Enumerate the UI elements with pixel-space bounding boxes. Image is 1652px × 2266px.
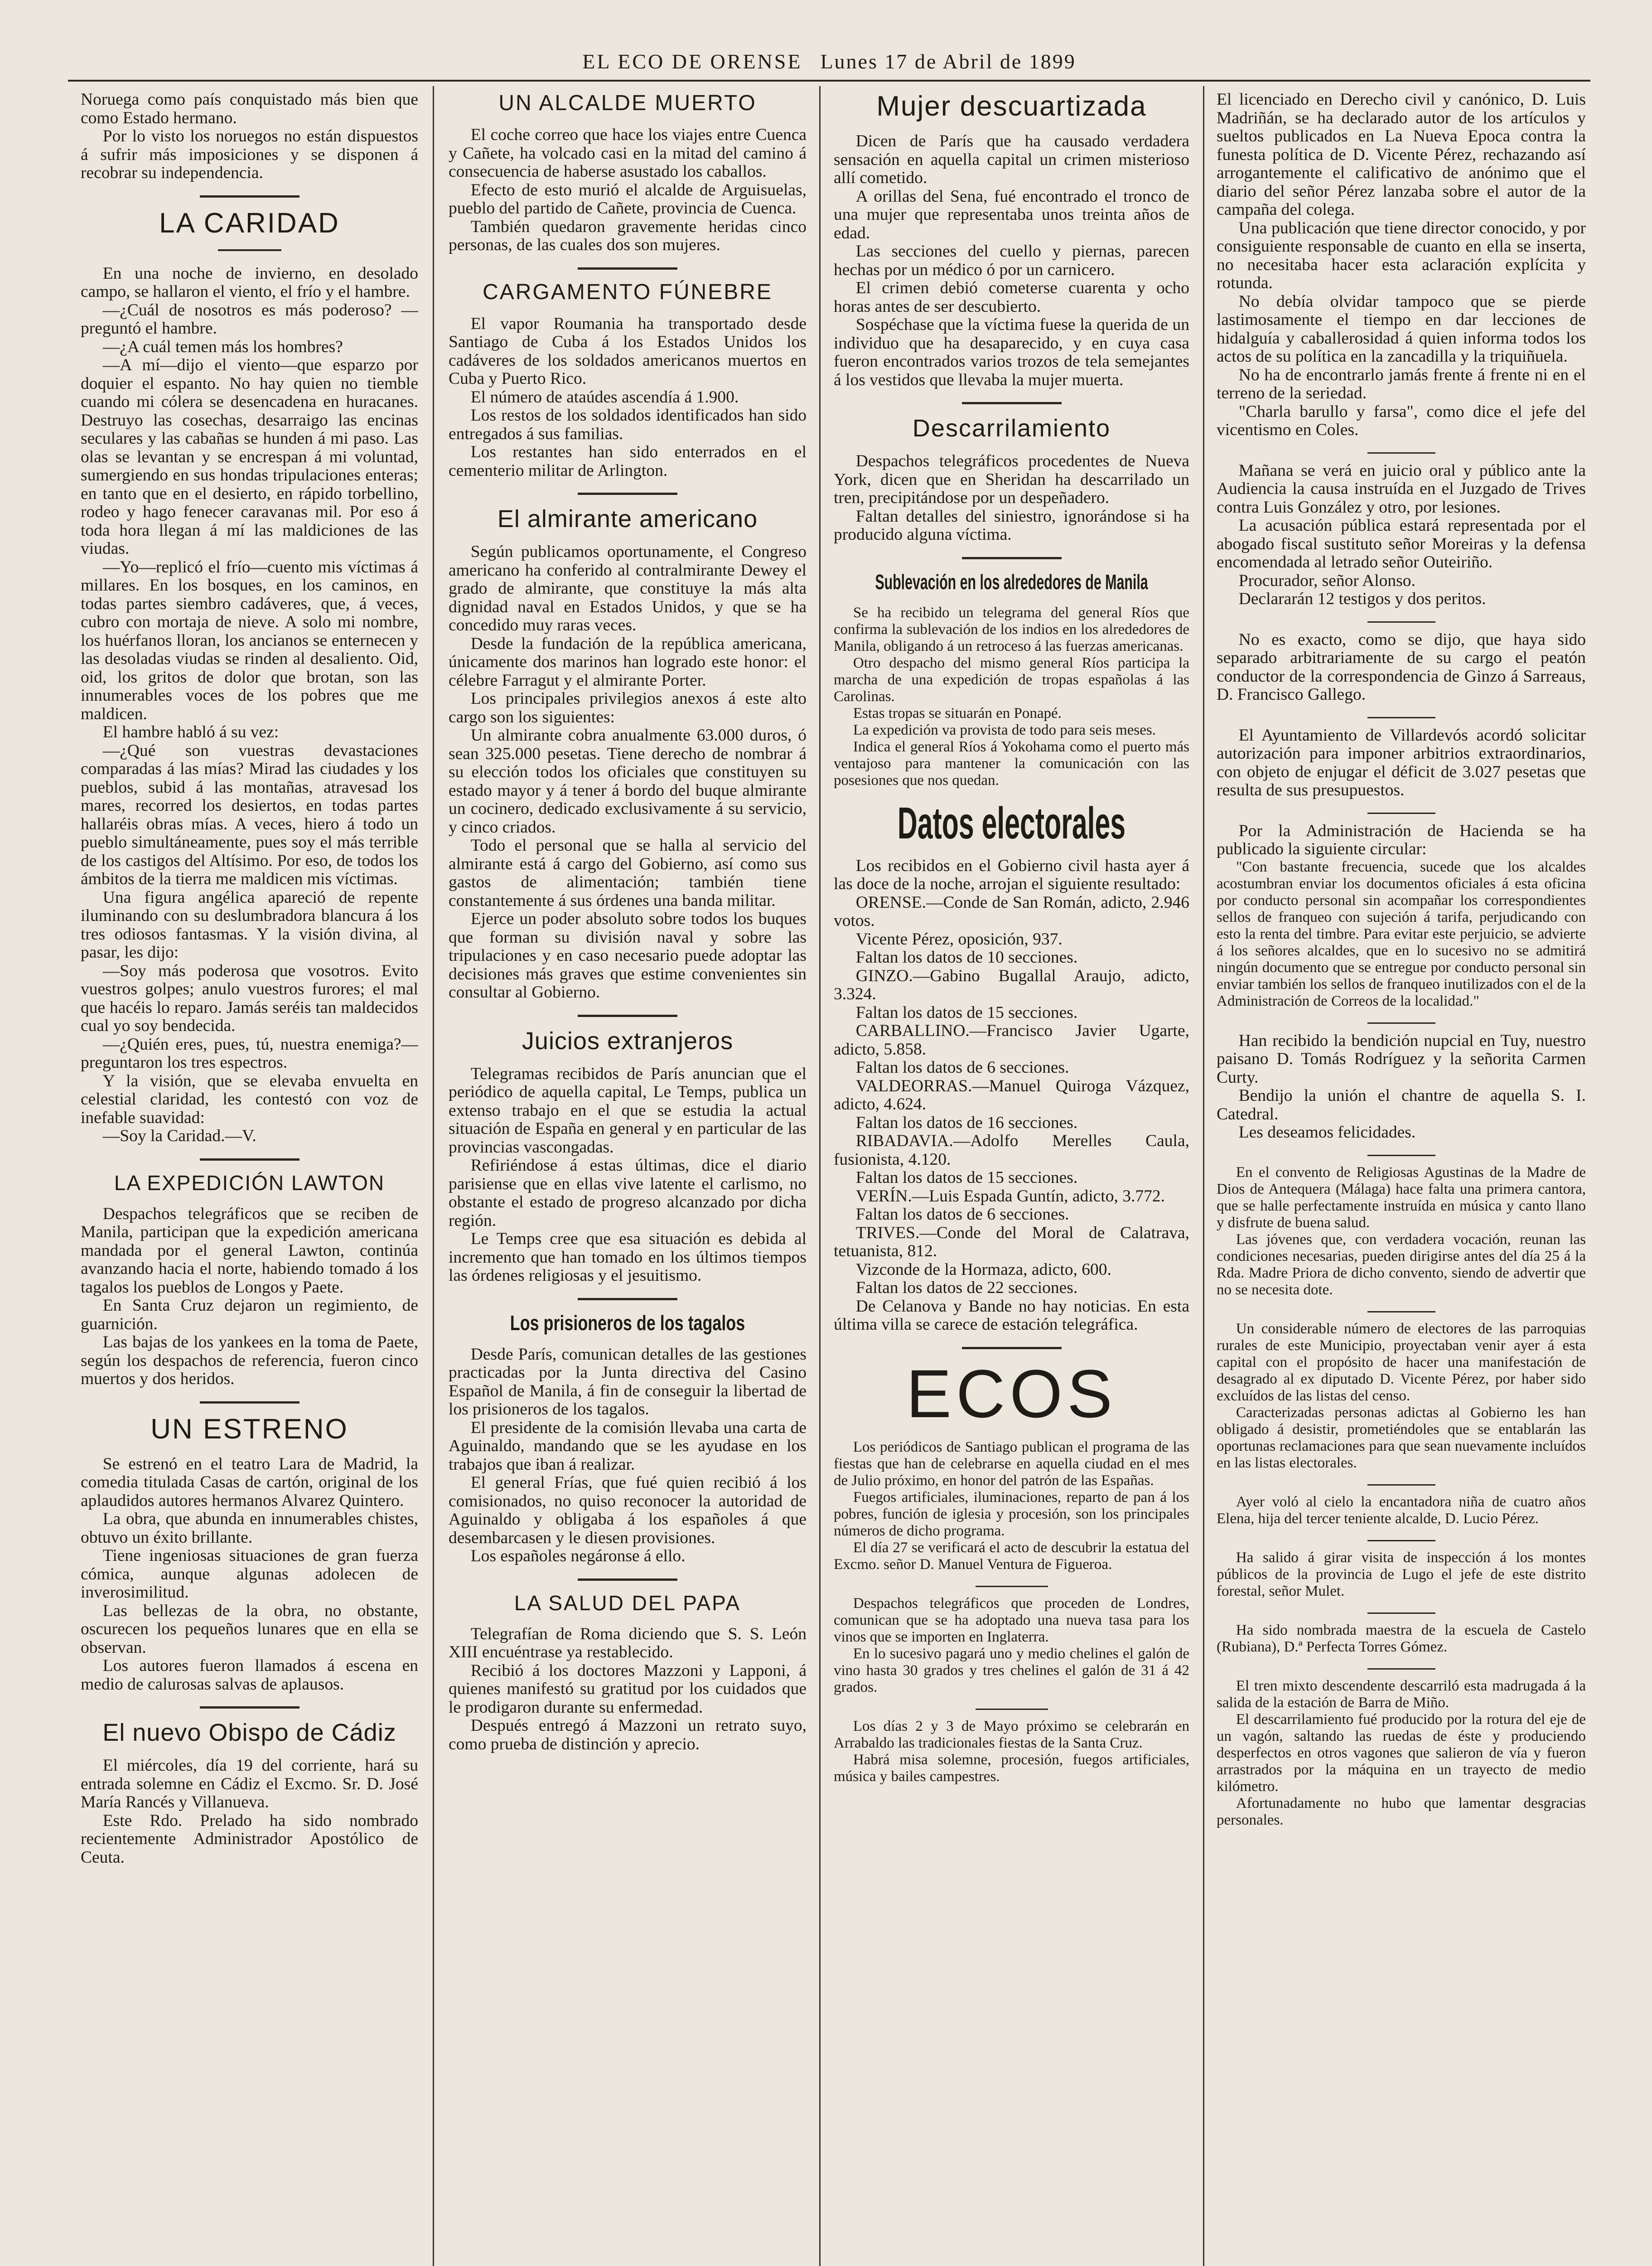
column-rule <box>819 86 821 2266</box>
paragraph: Vizconde de la Hormaza, adicto, 600. <box>855 1260 1111 1279</box>
paragraph: En lo sucesivo pagará uno y medio chelines el galón de vino hasta 30 grados y tres chelines el galón de 31 á 42 grados. <box>834 1645 1189 1695</box>
article-almirante <box>449 505 807 1002</box>
paragraph: —Soy más poderosa que vosotros. Evito vuestros golpes; anulo vuestros furores; el mal que hacéis lo reparo. Jamás seréis tan maldecidos cual yo soy bendecida. <box>81 961 418 1035</box>
page-header <box>68 45 1590 77</box>
paragraph: Procurador, señor Alonso. <box>1238 571 1415 590</box>
paragraph: Despachos telegráficos que se reciben de Manila, participan que la expedición americana mandada por el general Lawton, continúa avanzando hacia el norte, habiendo tomado á los tagalos los pueblos de Longos y Paete. <box>81 1204 418 1297</box>
paragraph: "Con bastante frecuencia, sucede que los alcaldes acostumbran enviar los documentos oficiales á esta oficina por conducto personal sin acompañar los correspondientes sellos de franqueo con sujeción á tarifa, perjudicando con esto la renta del timbre. Para evitar este perjuicio, se advierte á los señores alcaldes, que en lo sucesivo no se admitirá ningún documento que se entregue por conducto personal sin enviar también los sellos de franqueo inutilizados con el de la Administración de Correos de la localidad." <box>1217 858 1586 1009</box>
paragraph: A orillas del Sena, fué encontrado el tronco de una mujer que representaba unos treinta años de edad. <box>834 187 1189 242</box>
news-item <box>1217 1678 1586 1829</box>
separator <box>1367 813 1435 814</box>
paragraph: Les deseamos felicidades. <box>1238 1123 1416 1142</box>
paragraph: Afortunadamente no hubo que lamentar desgracias personales. <box>1217 1795 1586 1828</box>
paragraph: Este Rdo. Prelado ha sido nombrado recientemente Administrador Apostólico de Ceuta. <box>81 1811 418 1867</box>
paragraph: Las jóvenes que, con verdadera vocación, reunan las condiciones necesarias, pueden dirigirse antes del día 25 á la Rda. Madre Priora de dicho convento, siendo de advertir que no se necesita dote. <box>1217 1231 1586 1298</box>
article-title: Mujer descuartizada <box>876 91 1147 122</box>
paragraph: También quedaron gravemente heridas cinco personas, de las cuales dos son mujeres. <box>449 217 807 254</box>
paragraph: Noruega como país conquistado más bien que como Estado hermano. <box>81 91 418 127</box>
separator <box>578 493 677 495</box>
separator <box>976 1586 1048 1587</box>
paragraph: Vicente Pérez, oposición, 937. <box>855 930 1063 949</box>
article-mujer <box>834 91 1189 389</box>
paragraph: El Ayuntamiento de Villardevós acordó solicitar autorización para imponer arbitrios extraordinarios, con objeto de enjugar el déficit de 3.027 pesetas que resulta de sus presupuestos. <box>1217 726 1586 799</box>
paragraph: Un considerable número de electores de las parroquias rurales de este Municipio, proyectaban venir ayer á esta capital con el propósito de hacer una manifestación de desagrado al ex diputado D. Vicente Pérez, por haber sido excluídos de las listas del censo. <box>1217 1320 1586 1404</box>
article-title: LA SALUD DEL PAPA <box>514 1591 741 1615</box>
paragraph: Dicen de París que ha causado verdadera sensación en aquella capital un crimen misterioso allí cometido. <box>834 132 1189 187</box>
article-title: LA CARIDAD <box>159 207 340 239</box>
article-caridad <box>81 208 418 1146</box>
paragraph: Faltan los datos de 22 secciones. <box>855 1278 1078 1297</box>
separator <box>200 1401 299 1404</box>
news-item <box>1217 1032 1586 1142</box>
news-item <box>1217 1321 1586 1472</box>
separator <box>1367 621 1435 623</box>
paragraph: Han recibido la bendición nupcial en Tuy, nuestro paisano D. Tomás Rodríguez y la señorita Carmen Curty. <box>1217 1031 1586 1087</box>
news-item <box>1217 1622 1586 1656</box>
paragraph: Efecto de esto murió el alcalde de Arguisuelas, pueblo del partido de Cañete, provincia de Cuenca. <box>449 180 807 218</box>
paragraph: Indica el general Ríos á Yokohama como el puerto más ventajoso para mantener la comunicación con las posesiones que nos quedan. <box>834 738 1189 789</box>
separator <box>200 195 299 198</box>
paragraph: VERÍN.—Luis Espada Guntín, adicto, 3.772. <box>855 1186 1165 1206</box>
news-item <box>1217 726 1586 800</box>
separator <box>976 1709 1048 1710</box>
paragraph: Una publicación que tiene director conocido, y por consiguiente responsable de cuanto en ella se inserta, no necesitaba hacer esta aclaración explícita y rotunda. <box>1217 218 1586 292</box>
news-item <box>1217 1494 1586 1527</box>
section-title: ECOS <box>906 1355 1117 1432</box>
paragraph: No debía olvidar tampoco que se pierde lastimosamente el tiempo en dar lecciones de hidalguía y caballerosidad á quien informa todos los actos de su política en la zancadilla y la triquiñuela. <box>1217 292 1586 366</box>
paragraph: La acusación pública estará representada por el abogado fiscal sustituto señor Moreiras y la defensa encomendada al letrado señor Outeiriño. <box>1217 516 1586 571</box>
article-intro <box>81 91 418 183</box>
article-title: UN ALCALDE MUERTO <box>498 91 757 115</box>
paragraph: Los recibidos en el Gobierno civil hasta ayer á las doce de la noche, arrojan el siguiente resultado: <box>834 856 1189 893</box>
paragraph: El número de ataúdes ascendía á 1.900. <box>470 387 739 407</box>
paragraph: Y la visión, que se elevaba envuelta en celestial claridad, les contestó con voz de inefable suavidad: <box>81 1071 418 1127</box>
paragraph: Las bellezas de la obra, no obstante, oscurecen los pequeños lunares que en ella se observan. <box>81 1601 418 1657</box>
separator <box>962 402 1062 404</box>
separator <box>1367 1612 1435 1614</box>
paragraph: TRIVES.—Conde del Moral de Calatrava, tetuanista, 812. <box>834 1223 1189 1260</box>
paragraph: "Charla barullo y farsa", como dice el jefe del vicentismo en Coles. <box>1217 402 1586 439</box>
article-descarrilamiento <box>834 414 1189 544</box>
paragraph: Faltan los datos de 6 secciones. <box>855 1058 1069 1077</box>
article-title: El nuevo Obispo de Cádiz <box>102 1719 396 1746</box>
separator <box>1367 1155 1435 1156</box>
article-cargamento <box>449 280 807 480</box>
paragraph: Faltan los datos de 10 secciones. <box>855 948 1078 967</box>
paragraph: Las bajas de los yankees en la toma de Paete, según los despachos de referencia, fueron cinco muertos y dos heridos. <box>81 1333 418 1388</box>
news-item <box>1217 462 1586 609</box>
separator <box>962 557 1062 559</box>
paragraph: Despachos telegráficos que proceden de Londres, comunican que se ha adoptado una nueva tasa para los vinos que se importen en Inglaterra. <box>834 1595 1189 1645</box>
paragraph: El coche correo que hace los viajes entre Cuenca y Cañete, ha volcado casi en la mitad del camino á consecuencia de haberse asustado los caballos. <box>449 126 807 181</box>
paragraph: Telegrafían de Roma diciendo que S. S. León XIII encuéntrase ya restablecido. <box>449 1624 807 1661</box>
paragraph: El miércoles, día 19 del corriente, hará su entrada solemne en Cádiz el Excmo. Sr. D. José María Rancés y Villanueva. <box>81 1756 418 1811</box>
paragraph: Ha sido nombrada maestra de la escuela de Castelo (Rubiana), D.ª Perfecta Torres Gómez. <box>1217 1622 1586 1655</box>
column-4 <box>1217 91 1586 2266</box>
paragraph: Tiene ingeniosas situaciones de gran fuerza cómica, aunque algunas adolecen de inverosimilitud. <box>81 1546 418 1602</box>
paragraph: En una noche de invierno, en desolado campo, se hallaron el viento, el frío y el hambre. <box>81 264 418 301</box>
separator <box>578 1298 677 1300</box>
article-prisioneros <box>449 1310 807 1566</box>
column-rule <box>433 86 434 2266</box>
news-item <box>1217 91 1586 440</box>
separator <box>200 1158 299 1161</box>
paragraph: Recibió á los doctores Mazzoni y Lapponi, á quienes manifestó su gratitud por los cuidados que le prodigaron durante su enfermedad. <box>449 1661 807 1717</box>
separator <box>200 1706 299 1709</box>
column-3 <box>834 91 1189 2266</box>
paragraph: —¿Qué son vuestras devastaciones comparadas á las mías? Mirad las ciudades y los pueblos, subid á las montañas, atravesad los mares, recorred los desiertos, en todas partes hallaréis obras mías. A veces, hiero á todo un pueblo simultáneamente, pues soy el más terrible de los castigos del Altísimo. Por eso, de todos los ámbitos de la tierra me maldicen mis víctimas. <box>81 741 418 888</box>
separator <box>1367 1540 1435 1541</box>
paragraph: El descarrilamiento fué producido por la rotura del eje de un vagón, saltando las ruedas de éste y produciendo desperfectos en otros vagones que salieron de vía y fueron arrastrados por la máquina en un trayecto de medio kilómetro. <box>1217 1711 1586 1795</box>
paragraph: —Soy la Caridad.—V. <box>102 1127 256 1145</box>
paragraph: —¿Cuál de nosotros es más poderoso? —preguntó el hambre. <box>81 300 418 338</box>
paragraph: Telegramas recibidos de París anuncian que el periódico de aquella capital, Le Temps, publica un extenso trabajo en el que se estudia la actual situación de España en general y en particular de las provincias vascongadas. <box>449 1064 807 1157</box>
news-item <box>1217 1164 1586 1298</box>
paragraph: Los principales privilegios anexos á este alto cargo son los siguientes: <box>449 689 807 726</box>
paragraph: Caracterizadas personas adictas al Gobierno les han obligado á desistir, prometiéndoles que se entablarán las oportunas reclamaciones para que sean nuevamente incluídos en las listas electorales. <box>1217 1404 1586 1471</box>
separator <box>578 267 677 270</box>
paragraph: No es exacto, como se dijo, que haya sido separado arbitrariamente de su cargo el peatón conductor de la correspondencia de Ginzo á Sarreaus, D. Francisco Gallego. <box>1217 630 1586 704</box>
paragraph: Fuegos artificiales, iluminaciones, reparto de pan á los pobres, función de iglesia y procesión, son los principales números de dicho programa. <box>834 1489 1189 1539</box>
paragraph: Los españoles negáronse á ello. <box>470 1547 686 1565</box>
paragraph: Los autores fueron llamados á escena en medio de calurosas salvas de aplausos. <box>81 1656 418 1694</box>
paragraph: Declararán 12 testigos y dos peritos. <box>1238 590 1486 608</box>
paragraph: Los días 2 y 3 de Mayo próximo se celebrarán en Arrabaldo las tradicionales fiestas de la Santa Cruz. <box>834 1718 1189 1751</box>
article-datos <box>834 798 1189 1334</box>
paragraph: Un almirante cobra anualmente 63.000 duros, ó sean 325.000 pesetas. Tiene derecho de nombrar á su elección todos los oficiales que constituyen su estado mayor y á tener á bordo del buque almirante un cocinero, dedicado exclusivamente á su servicio, y cinco criados. <box>449 726 807 837</box>
paragraph: La expedición va provista de todo para seis meses. <box>853 721 1156 738</box>
paragraph: Otro despacho del mismo general Ríos participa la marcha de una expedición de tropas españolas á las Carolinas. <box>834 654 1189 705</box>
paragraph: Las secciones del cuello y piernas, parecen hechas por un médico ó por un carnicero. <box>834 242 1189 279</box>
paragraph: Refiriéndose á estas últimas, dice el diario parisiense que en ellas vive latente el carlismo, no obstante el estado de progreso alcanzado por dicha región. <box>449 1156 807 1230</box>
separator <box>1367 1484 1435 1486</box>
paragraph: El crimen debió cometerse cuarenta y ocho horas antes de ser descubierto. <box>834 279 1189 316</box>
paragraph: Ayer voló al cielo la encantadora niña de cuatro años Elena, hija del tercer teniente alcalde, D. Lucio Pérez. <box>1217 1493 1586 1527</box>
column-1 <box>81 91 418 2266</box>
paragraph: Según publicamos oportunamente, el Congreso americano ha conferido al contralmirante Dewey el grado de almirante, que constituye la más alta dignidad naval en Estados Unidos, y que se ha concedido muy raras veces. <box>449 542 807 634</box>
paragraph: —Yo—replicó el frío—cuento mis víctimas á millares. En los bosques, en los caminos, en todas partes siembro cadáveres, que, á veces, cubro con mortaja de nieve. A solo mi nombre, los huérfanos lloran, los ancianos se enternecen y las desoladas viudas se rinden al desaliento. Oid, oid, los gritos de dolor que brotan, son las innumerables voces de los pobres que me maldicen. <box>81 557 418 723</box>
paragraph: Ha salido á girar visita de inspección á los montes públicos de la provincia de Lugo el jefe de este distrito forestal, señor Mulet. <box>1217 1549 1586 1599</box>
paragraph: —¿Quién eres, pues, tú, nuestra enemiga?—preguntaron los tres espectros. <box>81 1035 418 1072</box>
paragraph: Faltan los datos de 15 secciones. <box>855 1168 1078 1187</box>
section-ecos <box>834 1357 1189 1785</box>
paragraph: VALDEORRAS.—Manuel Quiroga Vázquez, adicto, 4.624. <box>834 1076 1189 1114</box>
article-title: UN ESTRENO <box>150 1413 348 1445</box>
paragraph: Sospéchase que la víctima fuese la querida de un individuo que ha desaparecido, y en cuya casa fueron encontrados varios trozos de tela semejantes á los vestidos que llevaba la mujer muerta. <box>834 315 1189 389</box>
paragraph: Todo el personal que se halla al servicio del almirante está á cargo del Gobierno, así como sus gastos de alimentación; también tiene constantemente á sus órdenes una banda militar. <box>449 836 807 910</box>
paragraph: El vapor Roumania ha transportado desde Santiago de Cuba á los Estados Unidos los cadáveres de los soldados americanos muertos en Cuba y Puerto Rico. <box>449 314 807 388</box>
paragraph: RIBADAVIA.—Adolfo Merelles Caula, fusionista, 4.120. <box>834 1132 1189 1169</box>
paragraph: Desde París, comunican detalles de las gestiones practicadas por la Junta directiva del Casino Español de Manila, á fin de conseguir la libertad de los prisioneros de los tagalos. <box>449 1345 807 1419</box>
paragraph: ORENSE.—Conde de San Román, adicto, 2.946 votos. <box>834 893 1189 930</box>
paragraph: Los restos de los soldados identificados han sido entregados á sus familias. <box>449 406 807 443</box>
column-2 <box>449 91 807 2266</box>
article-title: Juicios extranjeros <box>522 1027 734 1055</box>
separator <box>578 1578 677 1581</box>
article-lawton <box>81 1171 418 1389</box>
separator <box>578 1015 677 1017</box>
article-title: CARGAMENTO FÚNEBRE <box>483 280 773 304</box>
paragraph: Le Temps cree que esa situación es debida al incremento que han tomado en los últimos tiempos las órdenes religiosas y el jesuitismo. <box>449 1230 807 1285</box>
article-title: Los prisioneros de los tagalos <box>510 1311 745 1335</box>
separator <box>1367 1022 1435 1024</box>
paragraph: Desde la fundación de la república americana, únicamente dos marinos han logrado este honor: el célebre Farragut y el almirante Porter. <box>449 634 807 690</box>
paragraph: Se ha recibido un telegrama del general Ríos que confirma la sublevación de los indios en los alrededores de Manila, obligando á un retroceso á las fuerzas americanas. <box>834 604 1189 654</box>
separator <box>1367 452 1435 454</box>
article-title: El almirante americano <box>497 505 758 533</box>
paragraph: El tren mixto descendente descarriló esta madrugada á la salida de la estación de Barra de Miño. <box>1217 1677 1586 1711</box>
paragraph: Después entregó á Mazzoni un retrato suyo, como prueba de distinción y aprecio. <box>449 1716 807 1753</box>
newspaper-name: EL ECO DE ORENSE <box>582 49 802 73</box>
issue-date: Lunes 17 de Abril de 1899 <box>820 49 1076 73</box>
paragraph: El hambre habló á su vez: <box>102 723 279 741</box>
paragraph: CARBALLINO.—Francisco Javier Ugarte, adicto, 5.858. <box>834 1022 1189 1059</box>
article-obispo <box>81 1719 418 1867</box>
separator <box>962 1347 1062 1349</box>
paragraph: La obra, que abunda en innumerables chistes, obtuvo un éxito brillante. <box>81 1510 418 1547</box>
paragraph: Por la Administración de Hacienda se ha publicado la siguiente circular: <box>1217 821 1586 858</box>
news-item <box>1217 1549 1586 1600</box>
separator <box>1367 717 1435 718</box>
paragraph: El general Frías, que fué quien recibió á los comisionados, no quiso reconocer la autoridad de Aguinaldo y obligaba á los españoles á que desembarcasen y le diesen provisiones. <box>449 1473 807 1547</box>
paragraph: —A mí—dijo el viento—que esparzo por doquier el espanto. No hay quien no tiemble cuando mi cólera se desencadena en huracanes. Destruyo las cosechas, desarraigo las encinas seculares y las cabañas se hunden á mi paso. Las olas se levantan y se encrespan á mi voluntad, sumergiendo en sus hondas tripulaciones enteras; en tanto que en el desierto, en rápido torbellino, rodeo y hago fenecer caravanas mil. Por eso á toda hora llegan á mí las maldiciones de las viudas. <box>81 356 418 558</box>
paragraph: El licenciado en Derecho civil y canónico, D. Luis Madriñán, se ha declarado autor de los artículos y sueltos publicados en La Nueva Epoca contra la funesta política de D. Vicente Pérez, rechazando así arrogantemente el calificativo de anónimo que el diario del señor Pérez lanzaba sobre el autor de la campaña del colega. <box>1217 91 1586 219</box>
paragraph: El día 27 se verificará el acto de descubrir la estatua del Excmo. señor D. Manuel Ventura de Figueroa. <box>834 1539 1189 1573</box>
separator <box>1367 1668 1435 1670</box>
paragraph: Se estrenó en el teatro Lara de Madrid, la comedia titulada Casas de cartón, original de los aplaudidos autores hermanos Alvarez Quintero. <box>81 1454 418 1510</box>
paragraph: No ha de encontrarlo jamás frente á frente ni en el terreno de la seriedad. <box>1217 365 1586 402</box>
article-salud <box>449 1591 807 1754</box>
separator <box>218 249 281 251</box>
article-juicios <box>449 1027 807 1285</box>
article-title: LA EXPEDICIÓN LAWTON <box>114 1171 385 1195</box>
paragraph: Por lo visto los noruegos no están dispuestos á sufrir más imposiciones y se disponen á recobrar su independencia. <box>81 127 418 182</box>
paragraph: —¿A cuál temen más los hombres? <box>102 337 343 356</box>
paragraph: Los periódicos de Santiago publican el programa de las fiestas que han de celebrarse en aquella ciudad en el mes de Julio próximo, en honor del patrón de las Españas. <box>834 1438 1189 1489</box>
paragraph: Faltan los datos de 6 secciones. <box>855 1205 1069 1224</box>
news-item <box>1217 631 1586 704</box>
paragraph: Los restantes han sido enterrados en el cementerio militar de Arlington. <box>449 443 807 480</box>
paragraph: De Celanova y Bande no hay noticias. En esta última villa se carece de estación telegráfica. <box>834 1297 1189 1334</box>
news-item <box>1217 822 1586 1010</box>
paragraph: Habrá misa solemne, procesión, fuegos artificiales, música y bailes campestres. <box>834 1751 1189 1785</box>
paragraph: En el convento de Religiosas Agustinas de la Madre de Dios de Antequera (Málaga) hace falta una primera cantora, que se halle perfectamente instruída en música y canto llano y disfrute de buena salud. <box>1217 1164 1586 1231</box>
paragraph: Estas tropas se situarán en Ponapé. <box>853 705 1062 721</box>
paragraph: Una figura angélica apareció de repente iluminando con su deslumbradora blancura á los tres odiosos fantasmas. Y la visión divina, al pasar, les dijo: <box>81 888 418 962</box>
paragraph: Faltan los datos de 16 secciones. <box>855 1113 1078 1132</box>
article-title: Datos electorales <box>897 798 1126 848</box>
paragraph: El presidente de la comisión llevaba una carta de Aguinaldo, mandando que se les ayudase en los trabajos que iban á realizar. <box>449 1418 807 1474</box>
article-title: Descarrilamiento <box>912 415 1111 442</box>
paragraph: Bendijo la unión el chantre de aquella S. I. Catedral. <box>1217 1086 1586 1123</box>
paragraph: Faltan los datos de 15 secciones. <box>855 1003 1078 1022</box>
separator <box>1367 1311 1435 1312</box>
article-alcalde <box>449 91 807 255</box>
paragraph: En Santa Cruz dejaron un regimiento, de guarnición. <box>81 1296 418 1333</box>
column-rule <box>1203 86 1204 2266</box>
paragraph: Mañana se verá en juicio oral y público ante la Audiencia la causa instruída en el Juzgado de Trives contra Luis González y otro, por lesiones. <box>1217 461 1586 517</box>
paragraph: GINZO.—Gabino Bugallal Araujo, adicto, 3.324. <box>834 966 1189 1003</box>
paragraph: Ejerce un poder absoluto sobre todos los buques que forman su división naval y sobre las tripulaciones y en caso necesario puede adoptar las decisiones más graves que estime convenientes sin consultar al Gobierno. <box>449 910 807 1002</box>
article-estreno <box>81 1414 418 1694</box>
paragraph: Faltan detalles del siniestro, ignorándose si ha producido alguna víctima. <box>834 507 1189 544</box>
article-sublevacion <box>834 569 1189 789</box>
header-rule <box>68 80 1590 82</box>
article-title: Sublevación en los alrededores de Manila <box>875 570 1148 594</box>
paragraph: Despachos telegráficos procedentes de Nueva York, dicen que en Sheridan ha descarrilado un tren, precipitándose por un despeñadero. <box>834 452 1189 507</box>
